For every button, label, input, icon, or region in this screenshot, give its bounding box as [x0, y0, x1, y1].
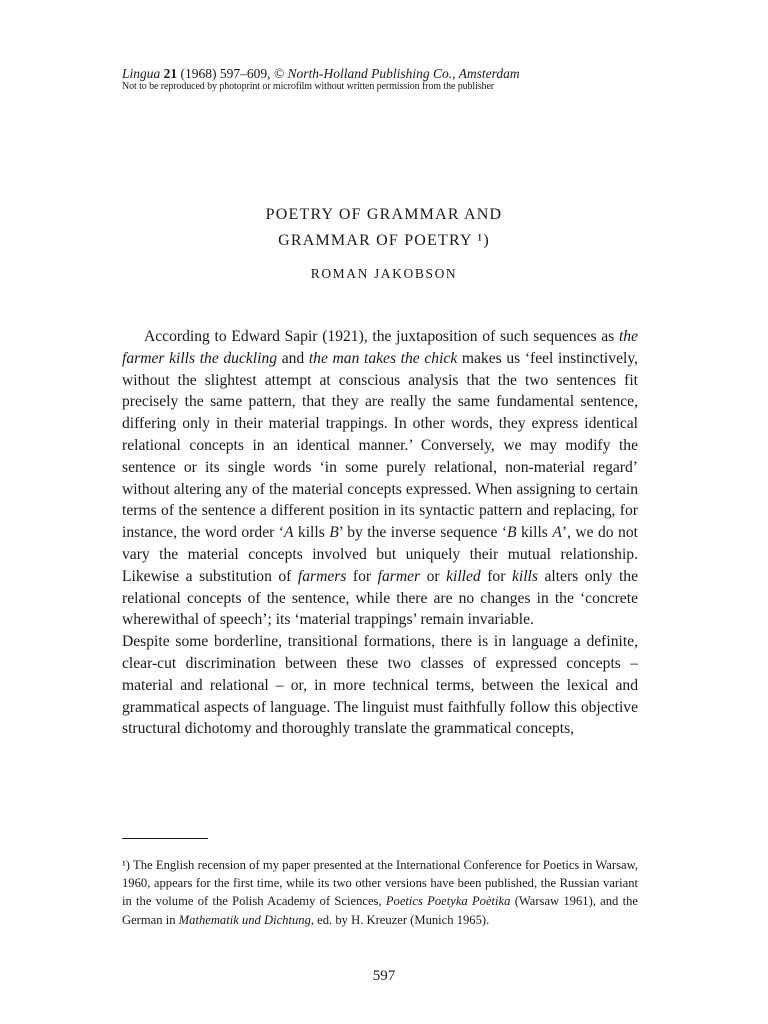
footnote: ¹) The English recension of my paper presented at the International Conference for Poetics in Warsaw, 1960, appears for the first time, while its two other versions have been published, the Russian variant in the volume of the Polish Academy of Sciences, Poetics Poetyka Poètika (Warsaw 1961), and the German in Mathematik und Dichtung, ed. by H. Kreuzer (Munich 1965).: [122, 858, 638, 927]
citation-line: [122, 66, 622, 81]
publisher: © North-Holland Publishing Co., Amsterdam: [273, 66, 520, 81]
paragraph-2: Despite some borderline, transitional formations, there is in language a definite, clear-cut discrimination between these two classes of expressed concepts – material and relational – or, in more technical terms, between the lexical and grammatical aspects of language. The linguist must faithfully follow this objective structural dichotomy and thoroughly translate the grammatical concepts,: [122, 633, 638, 738]
citation-header: [122, 66, 622, 93]
page-number: 597: [372, 968, 396, 984]
paragraph-1: According to Edward Sapir (1921), the juxtaposition of such sequences as the farmer kills the duckling and the man takes the chick makes us ‘feel instinctively, without the slightest attempt at conscious analysis that the two sentences fit precisely the same pattern, that they are really the same fundamental sentence, differing only in their material trappings. In other words, they express identical relational concepts in an identical manner.’ Conversely, we may modify the sentence or its single words ‘in some purely relational, non-material regard’ without altering any of the material concepts expressed. When assigning to certain terms of the sentence a different position in its syntactic pattern and replacing, for instance, the word order ‘A kills B’ by the inverse sequence ‘B kills A’, we do not vary the material concepts involved but uniquely their mutual relationship. Likewise a substitution of farmers for farmer or killed for kills alters only the relational concepts of the sentence, while there are no changes in the ‘concrete wherewithal of speech’; its ‘material trappings’ remain invariable.: [122, 328, 638, 629]
article-title-line-2: GRAMMAR OF POETRY ¹): [278, 232, 490, 249]
article-body: [122, 326, 638, 740]
journal-year-pages: (1968) 597–609,: [180, 66, 271, 81]
journal-name: Lingua: [122, 66, 161, 81]
reproduction-notice: Not to be reproduced by photoprint or microfilm without written permission from the publisher: [122, 81, 495, 92]
article-title-line-1: POETRY OF GRAMMAR AND: [265, 206, 503, 223]
journal-volume: 21: [163, 66, 178, 81]
footnote-marker: ¹): [122, 858, 130, 872]
author-name: ROMAN JAKOBSON: [310, 266, 458, 281]
footnote-divider: [122, 838, 208, 839]
